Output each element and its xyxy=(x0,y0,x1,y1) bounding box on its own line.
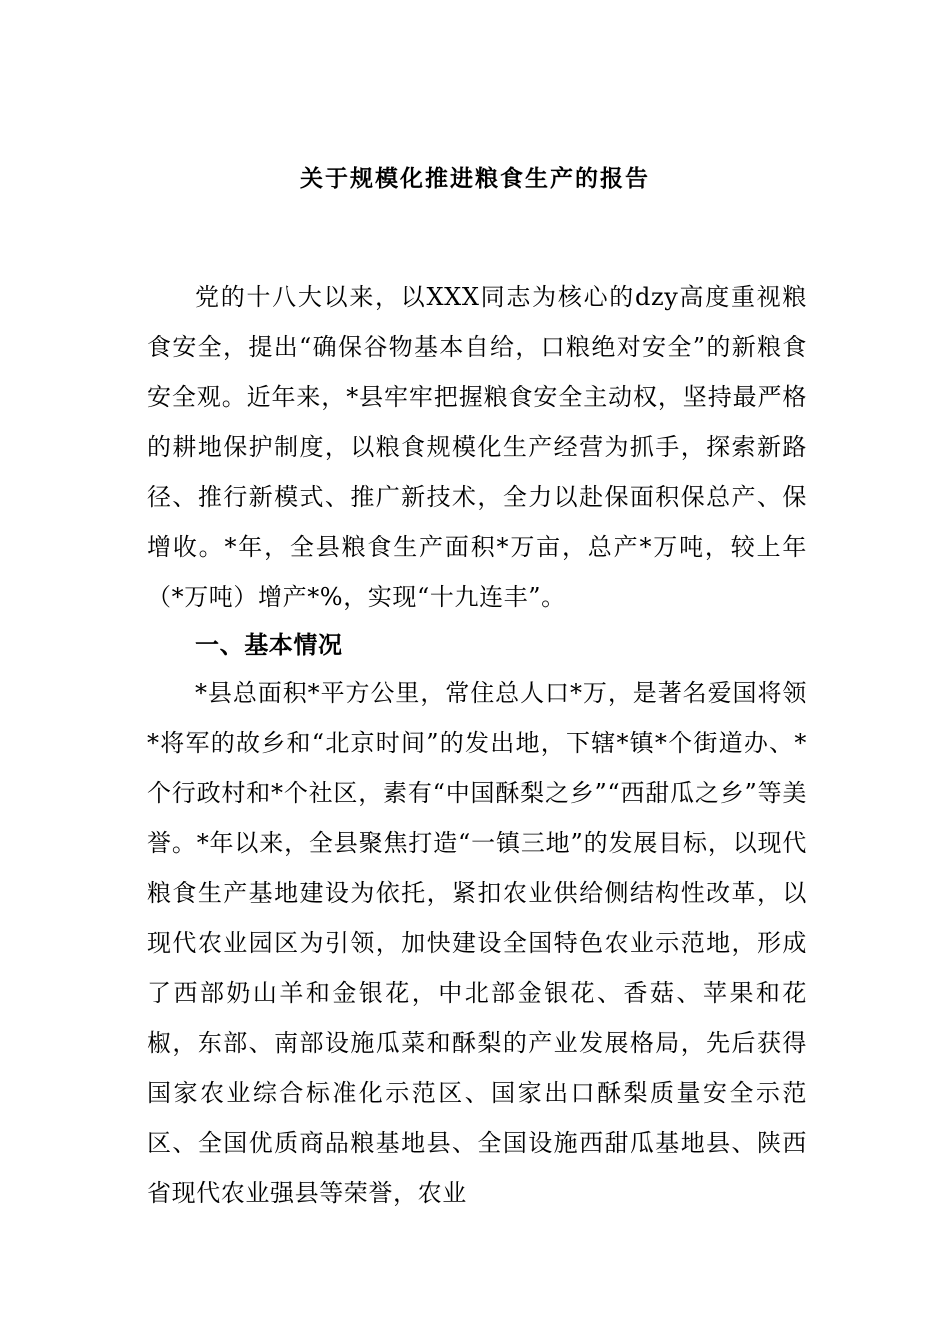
basic-situation-paragraph: *县总面积*平方公里，常住总人口*万，是著名爱国将领*将军的故乡和“北京时间”的发出地，下辖*镇*个街道办、*个行政村和*个社区，素有“中国酥梨之乡”“西甜瓜之乡”等美誉。*年以来，全县聚焦打造“一镇三地”的发展目标，以现代粮食生产基地建设为依托，紧扣农业供给侧结构性改革，以现代农业园区为引领，加快建设全国特色农业示范地，形成了西部奶山羊和金银花，中北部金银花、香菇、苹果和花椒，东部、南部设施瓜菜和酥梨的产业发展格局，先后获得国家农业综合标准化示范区、国家出口酥梨质量安全示范区、全国优质商品粮基地县、全国设施西甜瓜基地县、陕西省现代农业强县等荣誉，农业 xyxy=(147,679,807,1207)
document-title: 关于规模化推进粮食生产的报告 xyxy=(300,165,650,192)
intro-paragraph: 党的十八大以来，以XXX同志为核心的dzy高度重视粮食安全，提出“确保谷物基本自给，口粮绝对安全”的新粮食安全观。近年来，*县牢牢把握粮食安全主动权，坚持最严格的耕地保护制度，以粮食规模化生产经营为抓手，探索新路径、推行新模式、推广新技术，全力以赴保面积保总产、保增收。*年，全县粮食生产面积*万亩，总产*万吨，较上年（*万吨）增产*%，实现“十九连丰”。 xyxy=(147,283,807,611)
section-heading: 一、基本情况 xyxy=(195,630,343,659)
